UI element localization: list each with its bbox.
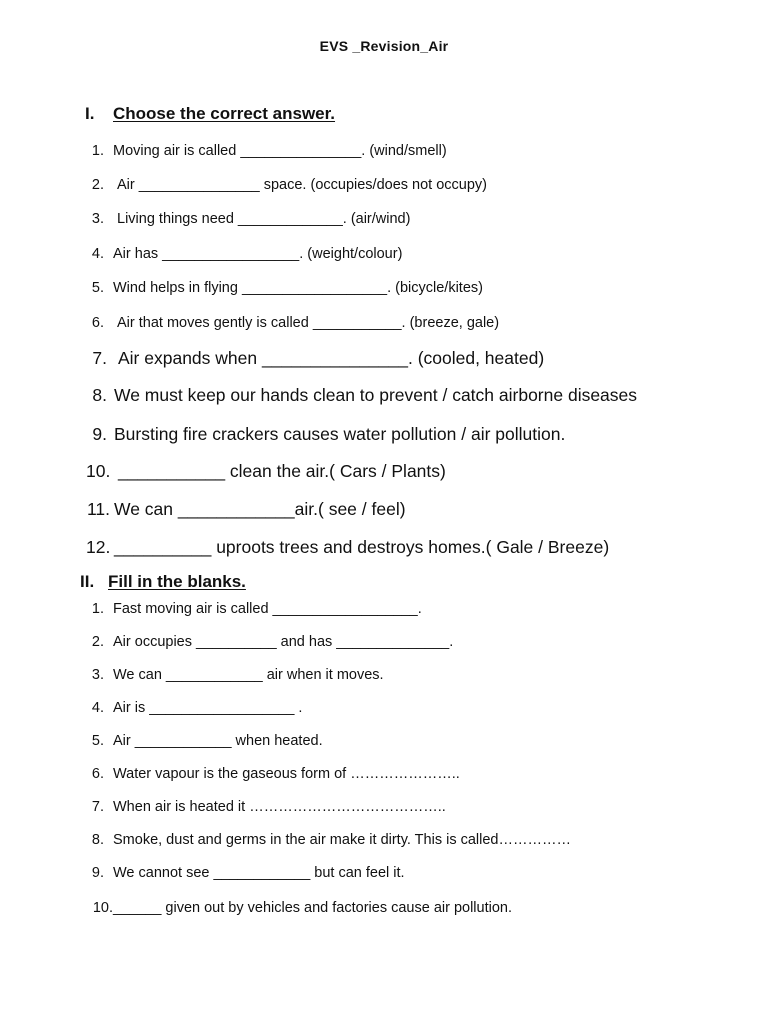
question-text: Moving air is called _______________. (wind/smell) (113, 143, 447, 159)
question-text: Air that moves gently is called ___________. (breeze, gale) (117, 315, 500, 331)
question-number: 6. (91, 766, 104, 782)
question-text: Air occupies __________ and has ______________. (113, 634, 454, 650)
question-text: We cannot see ____________ but can feel it. (113, 865, 405, 881)
question-number: 1. (91, 601, 104, 617)
question-text: Living things need _____________. (air/wind) (117, 211, 411, 227)
question-text: Air _______________ space. (occupies/does not occupy) (117, 177, 488, 193)
question-text: ______ given out by vehicles and factories cause air pollution. (113, 900, 513, 916)
question-text: Fast moving air is called __________________. (113, 601, 422, 617)
question-text: Wind helps in flying __________________. (bicycle/kites) (113, 280, 483, 296)
question-number: 4. (91, 246, 104, 262)
section-heading-text: Fill in the blanks. (108, 572, 246, 591)
worksheet-title: EVS _Revision_Air (319, 38, 449, 54)
question-number: 9. (92, 424, 107, 444)
question-number: 2. (91, 177, 104, 193)
question-text: Bursting fire crackers causes water pollution / air pollution. (114, 424, 566, 444)
section-number: II. (80, 572, 95, 591)
question-number: 5. (91, 280, 104, 296)
question-number: 7. (91, 799, 104, 815)
question-text: ___________ clean the air.( Cars / Plants) (118, 461, 446, 481)
question-number: 7. (92, 348, 107, 368)
question-number: 3. (91, 211, 104, 227)
section-heading-text: Choose the correct answer. (113, 104, 336, 123)
question-text: When air is heated it ………………………………….. (113, 799, 446, 815)
question-number: 3. (91, 667, 104, 683)
question-number: 1. (91, 143, 104, 159)
question-text: __________ uproots trees and destroys homes.( Gale / Breeze) (114, 537, 610, 557)
question-number: 8. (91, 832, 104, 848)
question-text: We must keep our hands clean to prevent / catch airborne diseases (114, 385, 638, 405)
question-number: 10. (86, 461, 111, 481)
question-number: 10. (92, 900, 113, 916)
question-number: 11. (86, 499, 110, 519)
question-text: Smoke, dust and germs in the air make it dirty. This is called…………… (113, 832, 571, 848)
question-text: We can ____________ air when it moves. (113, 667, 384, 683)
question-number: 8. (92, 385, 107, 405)
question-number: 6. (91, 315, 104, 331)
question-text: Water vapour is the gaseous form of ………………….. (113, 766, 460, 782)
section-number: I. (85, 104, 95, 123)
question-number: 9. (91, 865, 104, 881)
question-text: Air expands when _______________. (cooled, heated) (118, 348, 545, 368)
question-number: 2. (91, 634, 104, 650)
question-number: 4. (91, 700, 104, 716)
question-text: We can ____________air.( see / feel) (114, 499, 406, 519)
question-text: Air is __________________ . (113, 700, 303, 716)
question-text: Air ____________ when heated. (113, 733, 323, 749)
question-text: Air has _________________. (weight/colour) (113, 246, 403, 262)
question-number: 5. (91, 733, 104, 749)
question-number: 12. (86, 537, 111, 557)
